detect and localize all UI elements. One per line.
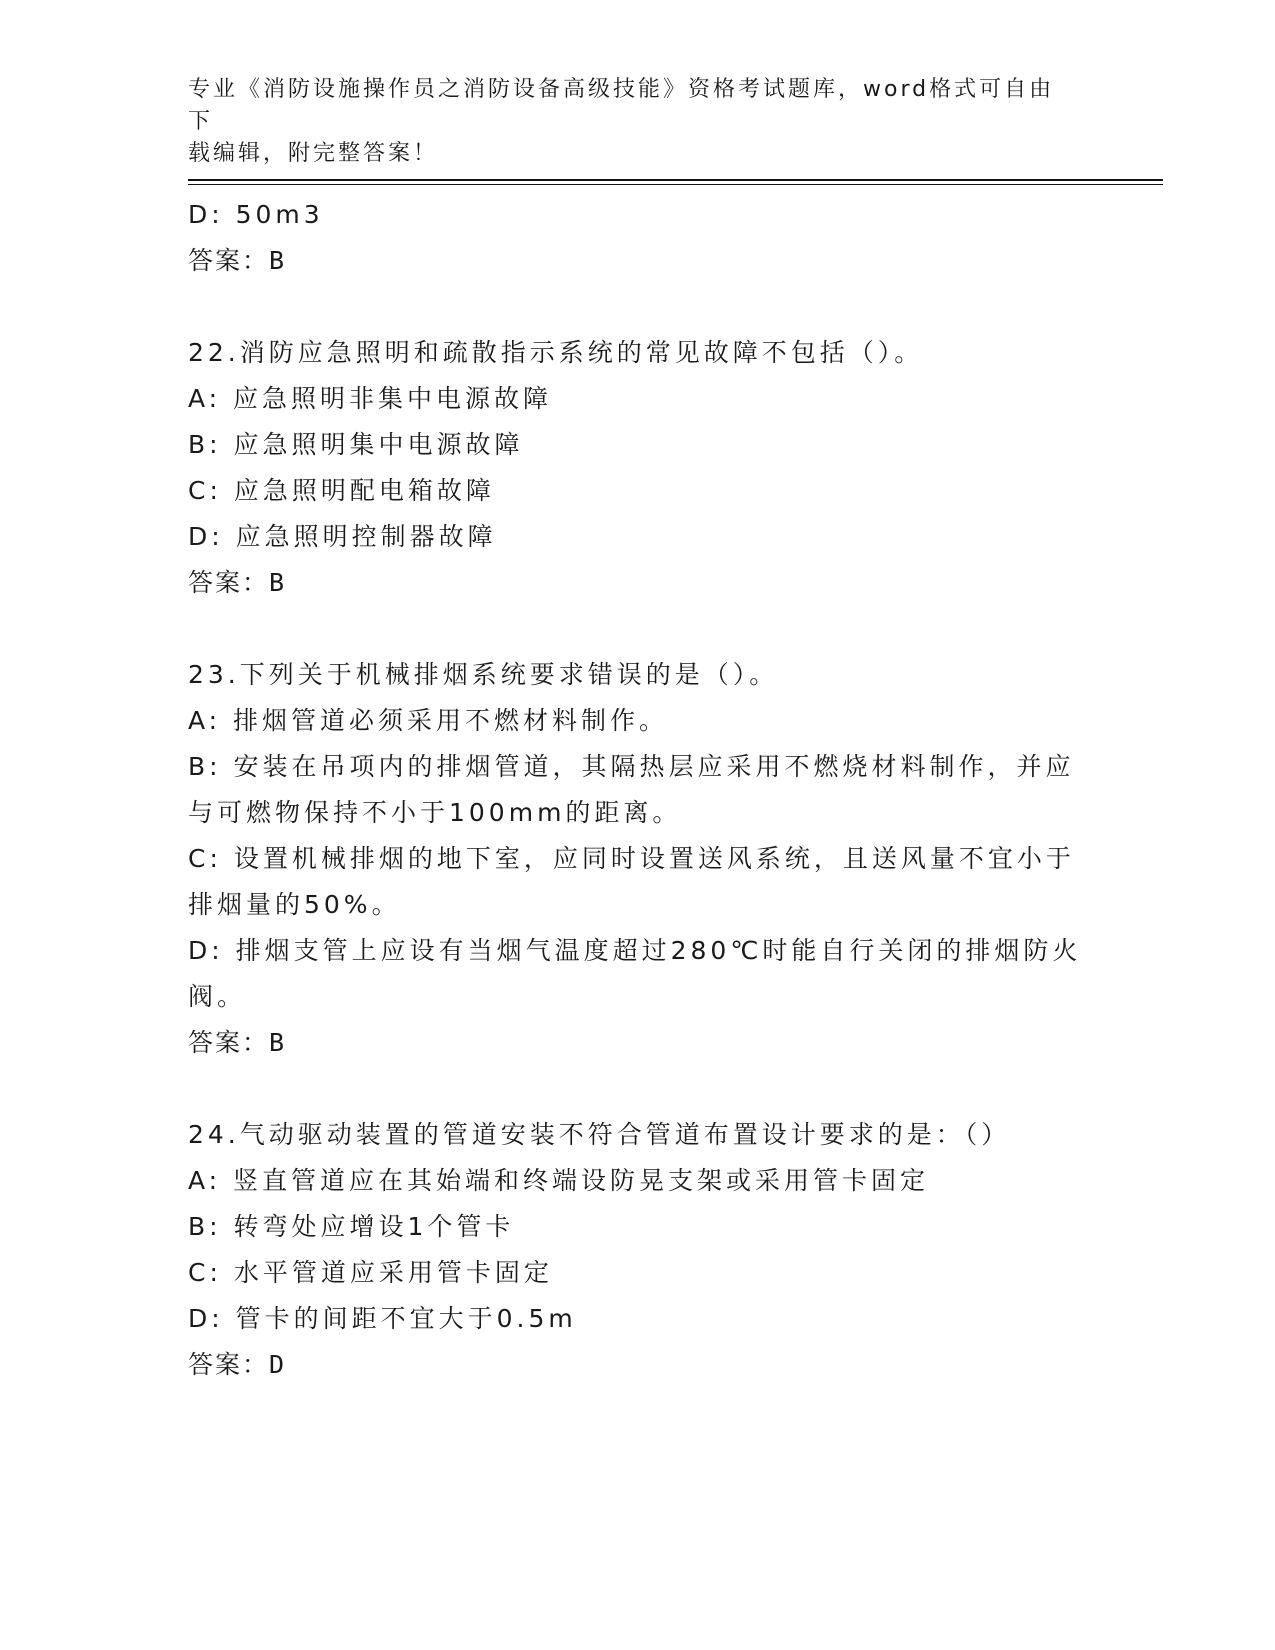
option-c-continued: 排烟量的50%。 (188, 890, 401, 919)
option-a: A: 竖直管道应在其始端和终端设防晃支架或采用管卡固定 (188, 1166, 930, 1195)
header-divider-thick (188, 179, 1163, 181)
answer-value: B (269, 1028, 287, 1057)
answer-line (188, 1342, 1088, 1388)
answer-label: 答案： (188, 246, 270, 275)
option-b: B: 转弯处应增设1个管卡 (188, 1212, 515, 1241)
answer-line (188, 238, 1088, 284)
answer-value: D (269, 1350, 287, 1379)
option-b: B: 安装在吊项内的排烟管道，其隔热层应采用不燃烧材料制作，并应 (188, 752, 1075, 781)
answer-label: 答案： (188, 568, 270, 597)
option-c: C: 水平管道应采用管卡固定 (188, 1258, 553, 1287)
option-b-continued: 与可燃物保持不小于100mm的距离。 (188, 798, 682, 827)
question-stem: 23.下列关于机械排烟系统要求错误的是（）。 (188, 660, 779, 689)
answer-line (188, 560, 1088, 606)
header-divider-thin (188, 184, 1163, 185)
answer-value: B (269, 246, 287, 275)
previous-question-tail (188, 192, 1088, 284)
option-c: C: 应急照明配电箱故障 (188, 476, 495, 505)
option-a: A: 应急照明非集中电源故障 (188, 384, 553, 413)
page-header (188, 74, 1068, 170)
answer-line (188, 1020, 1088, 1066)
question-stem: 22.消防应急照明和疏散指示系统的常见故障不包括（）。 (188, 338, 924, 367)
option-d: D: 排烟支管上应设有当烟气温度超过280℃时能自行关闭的排烟防火 (188, 936, 1082, 965)
question-22 (188, 330, 1088, 606)
question-24 (188, 1112, 1088, 1388)
option-c: C: 设置机械排烟的地下室，应同时设置送风系统，且送风量不宜小于 (188, 844, 1075, 873)
option-d: D: 应急照明控制器故障 (188, 522, 497, 551)
option-d-continued: 阀。 (188, 982, 247, 1011)
question-content (188, 192, 1088, 1388)
header-line-1: 专业《消防设施操作员之消防设备高级技能》资格考试题库，word格式可自由下 (188, 77, 1055, 134)
option-d: D: 管卡的间距不宜大于0.5m (188, 1304, 577, 1333)
option-a: A: 排烟管道必须采用不燃材料制作。 (188, 706, 669, 735)
option-d: D: 50m3 (188, 200, 324, 229)
answer-value: B (269, 568, 287, 597)
question-23 (188, 652, 1088, 1066)
header-line-2: 载编辑，附完整答案！ (188, 141, 439, 166)
answer-label: 答案： (188, 1028, 270, 1057)
question-stem: 24.气动驱动装置的管道安装不符合管道布置设计要求的是：（） (188, 1120, 1011, 1149)
answer-label: 答案： (188, 1350, 270, 1379)
option-b: B: 应急照明集中电源故障 (188, 430, 524, 459)
